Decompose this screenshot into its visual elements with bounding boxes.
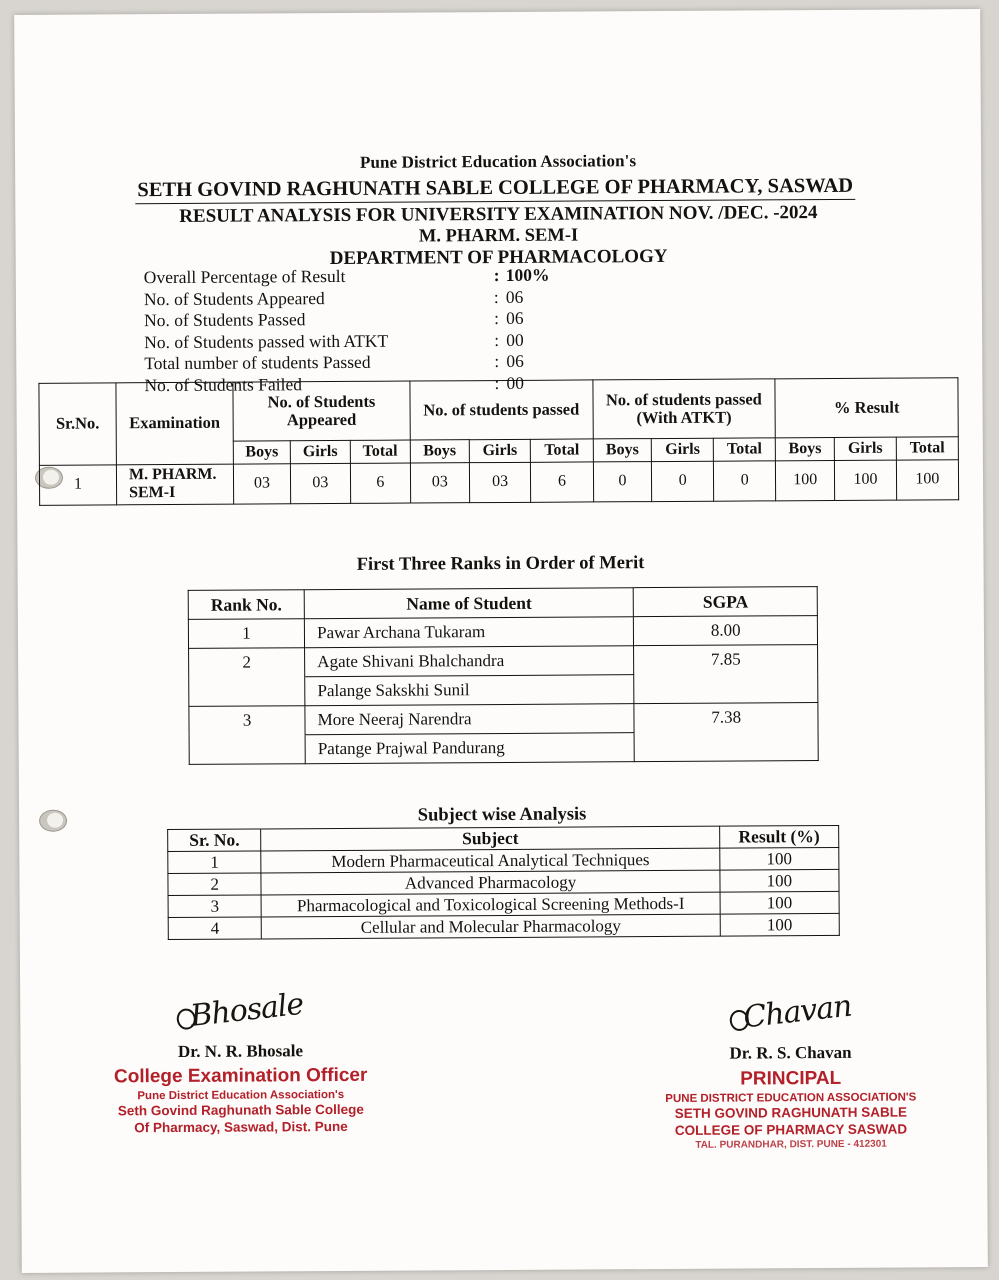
subcol-girls: Girls: [290, 440, 350, 463]
cell-subject: Cellular and Molecular Pharmacology: [262, 914, 721, 939]
summary-colon: :: [493, 286, 499, 307]
stamp-line: PUNE DISTRICT EDUCATION ASSOCIATION'S: [665, 1091, 917, 1105]
cell-result: 100: [720, 869, 839, 892]
table-row: [188, 616, 817, 649]
cell-rank: 2: [189, 648, 305, 678]
cell-appeared-girls: 03: [290, 463, 350, 503]
officer-stamp: [91, 1064, 391, 1138]
cell-result: 100: [720, 847, 839, 870]
handwritten-signature-icon: [90, 986, 390, 1041]
stamp-line: TAL. PURANDHAR, DIST. PUNE - 412301: [695, 1138, 887, 1151]
col-sr-no: Sr.No.: [39, 383, 116, 465]
cell-rank-continuation: [189, 677, 305, 707]
subcol-total: Total: [531, 439, 593, 462]
summary-value: 00: [506, 329, 524, 350]
subcol-girls: Girls: [652, 438, 714, 461]
document-page: [14, 9, 988, 1273]
cell-passed-girls: 03: [469, 462, 531, 502]
cell-student-name: Agate Shivani Bhalchandra: [305, 646, 634, 677]
cell-sr-no: 3: [168, 895, 262, 918]
course-semester: M. PHARM. SEM-I: [418, 225, 579, 247]
signature-block-principal: [630, 988, 951, 1152]
summary-label: No. of Students passed with ATKT: [144, 330, 389, 352]
col-percent-result: % Result: [775, 378, 958, 438]
stamp-line: Pune District Education Association's: [137, 1088, 345, 1102]
stamp-line: Of Pharmacy, Saswad, Dist. Pune: [134, 1118, 348, 1136]
cell-sr-no: 1: [39, 465, 116, 505]
cell-percent-girls: 100: [835, 460, 897, 500]
cell-rank: 3: [189, 706, 305, 736]
subcol-boys: Boys: [233, 441, 290, 464]
summary-colon: :: [494, 351, 500, 372]
officer-name: Dr. N. R. Bhosale: [177, 1041, 304, 1061]
cell-subject: Advanced Pharmacology: [261, 870, 720, 895]
cell-sgpa-continuation: [634, 674, 818, 704]
subcol-girls: Girls: [834, 437, 896, 460]
officer-designation: College Examination Officer: [113, 1064, 368, 1088]
cell-sgpa: 7.85: [634, 645, 818, 675]
table-row: [189, 674, 818, 707]
cell-sr-no: 2: [168, 873, 262, 896]
cell-appeared-boys: 03: [233, 464, 290, 504]
cell-percent-boys: 100: [776, 460, 835, 500]
summary-value: 06: [505, 307, 524, 328]
subcol-total: Total: [350, 440, 410, 463]
signature-text: Bhosale: [189, 986, 306, 1034]
table-header-row: [188, 587, 817, 620]
cell-appeared-total: 6: [350, 463, 410, 503]
ranks-title: First Three Ranks in Order of Merit: [356, 553, 645, 575]
subcol-girls: Girls: [469, 439, 531, 462]
subcol-total: Total: [896, 437, 958, 460]
summary-label: No. of Students Failed: [144, 373, 302, 395]
cell-student-name: Patange Prajwal Pandurang: [305, 733, 634, 764]
association-name: Pune District Education Association's: [359, 151, 637, 172]
summary-label: Overall Percentage of Result: [143, 265, 346, 288]
col-sgpa: SGPA: [634, 587, 818, 617]
summary-value: 06: [506, 350, 524, 371]
cell-result: 100: [720, 891, 839, 914]
cell-subject: Modern Pharmaceutical Analytical Techniques: [261, 848, 720, 873]
subcol-boys: Boys: [593, 439, 652, 462]
table-row: [39, 460, 958, 505]
col-passed: No. of students passed: [410, 380, 593, 440]
cell-sgpa: 8.00: [634, 616, 818, 646]
cell-passed-boys: 03: [410, 463, 469, 503]
summary-label: No. of Students Appeared: [143, 287, 325, 309]
table-header-row: [39, 378, 958, 443]
cell-sgpa: 7.38: [634, 703, 818, 733]
subcol-boys: Boys: [775, 437, 834, 460]
col-student-name: Name of Student: [304, 588, 633, 619]
cell-student-name: Palange Sakskhi Sunil: [305, 675, 634, 706]
cell-result: 100: [720, 913, 839, 936]
summary-colon: :: [494, 372, 500, 393]
signature-block-examination-officer: [90, 986, 391, 1138]
col-rank-no: Rank No.: [188, 590, 304, 620]
cell-passed-total: 6: [531, 462, 593, 502]
summary-value: 06: [505, 286, 524, 307]
subcol-boys: Boys: [410, 440, 469, 463]
result-analysis-line: RESULT ANALYSIS FOR UNIVERSITY EXAMINATION NOV. /DEC. -2024: [179, 202, 818, 227]
cell-student-name: Pawar Archana Tukaram: [305, 617, 634, 648]
college-name: SETH GOVIND RAGHUNATH SABLE COLLEGE OF PHARMACY, SASWAD: [135, 175, 855, 204]
signature-text: Chavan: [741, 988, 853, 1036]
summary-value: 100%: [505, 264, 550, 285]
handwritten-signature-icon: [630, 988, 950, 1042]
summary-label: No. of Students Passed: [143, 309, 306, 331]
summary-colon: :: [494, 329, 500, 350]
table-row: [189, 703, 818, 736]
ranks-table: [188, 586, 819, 765]
cell-percent-total: 100: [896, 460, 958, 500]
subject-analysis-title: Subject wise Analysis: [417, 804, 587, 826]
subject-analysis-table: [167, 825, 840, 940]
result-summary-table: [38, 377, 959, 505]
cell-rank-continuation: [189, 735, 305, 765]
summary-block: [144, 264, 705, 396]
principal-stamp: [631, 1066, 952, 1152]
cell-atkt-total: 0: [713, 461, 775, 501]
stamp-line: SETH GOVIND RAGHUNATH SABLE: [674, 1104, 908, 1122]
cell-sr-no: 1: [168, 851, 262, 874]
summary-colon: :: [493, 308, 499, 329]
cell-rank: 1: [188, 619, 304, 649]
col-result-percent: Result (%): [719, 825, 838, 848]
cell-atkt-boys: 0: [593, 462, 652, 502]
summary-label: Total number of students Passed: [144, 351, 371, 374]
cell-subject: Pharmacological and Toxicological Screening Methods-I: [261, 892, 720, 917]
summary-colon: :: [493, 265, 500, 286]
stamp-line: Seth Govind Raghunath Sable College: [117, 1101, 364, 1119]
col-examination: Examination: [116, 382, 233, 465]
col-appeared: No. of Students Appeared: [233, 381, 410, 441]
stamp-line: COLLEGE OF PHARMACY SASWAD: [674, 1121, 908, 1138]
cell-examination: M. PHARM. SEM-I: [116, 464, 233, 504]
table-row: [189, 645, 818, 678]
col-sr-no: Sr. No.: [168, 829, 262, 852]
table-row: [189, 732, 818, 765]
principal-designation: PRINCIPAL: [740, 1067, 842, 1090]
table-row: [168, 913, 839, 939]
cell-atkt-girls: 0: [652, 461, 714, 501]
department-name: DEPARTMENT OF PHARMACOLOGY: [329, 245, 668, 270]
principal-name: Dr. R. S. Chavan: [729, 1042, 852, 1063]
cell-student-name: More Neeraj Narendra: [305, 704, 634, 735]
subcol-total: Total: [713, 438, 775, 461]
summary-value: 00: [506, 372, 524, 393]
col-subject: Subject: [261, 826, 720, 851]
cell-sr-no: 4: [168, 917, 262, 940]
col-passed-atkt: No. of students passed (With ATKT): [592, 379, 775, 439]
cell-sgpa-continuation: [635, 732, 819, 762]
